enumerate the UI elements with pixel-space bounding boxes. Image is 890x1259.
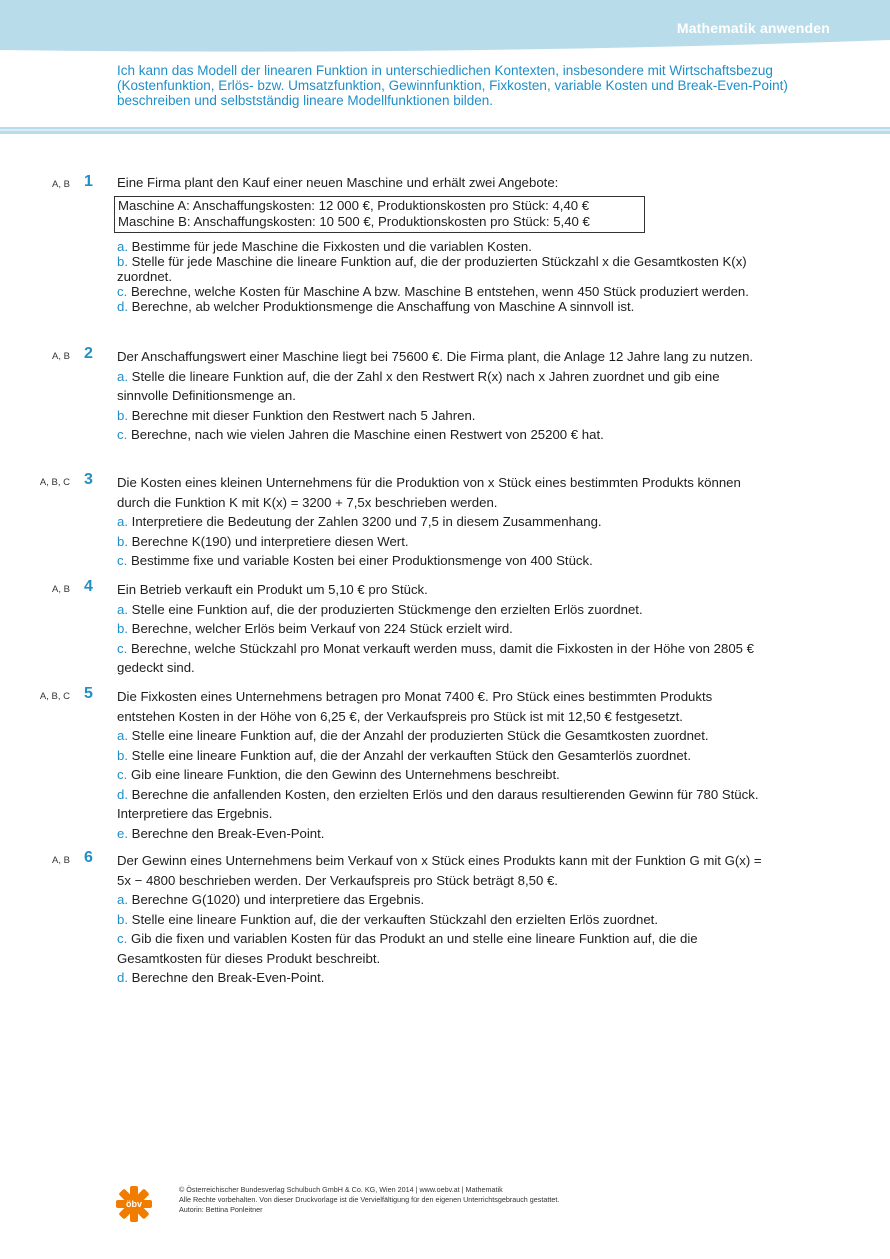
task-text: Der Gewinn eines Unternehmens beim Verkauf von x Stück eines Produkts kann mit der Funktion G mit G(x) = 5x − 4800 beschrieben werden. Der Verkaufspreis pro Stück beträgt 8,50 €. [117,853,762,888]
subtask [117,425,767,445]
footer-copyright [179,1185,559,1215]
subtask [117,551,767,571]
subtask [117,910,767,930]
task-levels: A, B [52,351,70,362]
section-divider [0,124,890,138]
footer-line: Alle Rechte vorbehalten. Von dieser Druckvorlage ist die Vervielfältigung für den eigenen Unterrichtsgebrauch gestattet. [179,1195,560,1204]
oebv-logo-icon [116,1186,152,1222]
subtask-text: Berechne mit dieser Funktion den Restwert nach 5 Jahren. [131,407,476,423]
task-levels: A, B, C [39,477,70,488]
subtask [117,239,767,254]
subtask [117,929,767,968]
subtask-letter: e. [117,825,128,841]
task-text: Die Kosten eines kleinen Unternehmens für die Produktion von x Stück eines bestimmten Produkts können durch die Funktion K mit K(x) = 3200 + 7,5x beschrieben werden. [117,475,741,510]
subtask-text: Bestimme für jede Maschine die Fixkosten und die variablen Kosten. [131,239,532,254]
subtask-text: Gib die fixen und variablen Kosten für das Produkt an und stelle eine lineare Funktion auf, die die Gesamtkosten für dieses Produkt beschreibt. [117,931,698,966]
task-levels: A, B, C [39,691,70,702]
subtask-letter: c. [117,427,128,442]
subtask-letter: b. [117,407,128,423]
subtask-letter: b. [117,533,128,549]
subtask-letter: d. [117,299,128,314]
subtask [117,824,767,844]
subtask-letter: b. [117,911,128,927]
subtask-text: Stelle die lineare Funktion auf, die der Zahl x den Restwert R(x) nach x Jahren zuordnet und gib eine sinnvolle Definitionsmenge an. [117,368,720,403]
offer-box [114,196,645,233]
subtask-letter: a. [117,601,128,617]
logo-text: öbv [125,1199,143,1209]
task-number: 1 [84,173,93,190]
footer-line: Autorin: Bettina Ponleitner [179,1205,263,1214]
subtask-text: Stelle eine lineare Funktion auf, die der Anzahl der produzierten Stück die Gesamtkosten zuordnet. [131,728,709,743]
subtask-letter: a. [117,239,128,254]
task-number: 6 [84,849,93,866]
subtask-text: Berechne die anfallenden Kosten, den erzielten Erlös und den daraus resultierenden Gewinn für 780 Stück. Interpretiere das Ergebnis. [117,786,759,821]
subtask-letter: b. [117,254,128,269]
subtask-text: Gib eine lineare Funktion, die den Gewinn des Unternehmens beschreibt. [130,767,560,782]
subtask [117,367,767,406]
subtask [117,254,767,284]
subtask-text: Berechne K(190) und interpretiere diesen Wert. [131,533,409,549]
subtask [117,532,767,552]
subtask-letter: a. [117,728,128,743]
subtask-text: Berechne, welcher Erlös beim Verkauf von 224 Stück erzielt wird. [131,621,513,636]
subtask-letter: c. [117,284,128,299]
subtask-text: Interpretiere die Bedeutung der Zahlen 3200 und 7,5 in diesem Zusammenhang. [131,514,602,529]
task-number: 2 [84,345,93,362]
subtask-text: Stelle für jede Maschine die lineare Funktion auf, die der produzierten Stückzahl x die Gesamtkosten K(x) zuordnet. [117,254,747,284]
subtask-letter: a. [117,892,128,907]
subtask-letter: a. [117,368,128,384]
subtask [117,890,767,910]
offer-line: Maschine A: Anschaffungskosten: 12 000 €, Produktionskosten pro Stück: 4,40 € [118,198,590,213]
subtask-text: Berechne, welche Kosten für Maschine A bzw. Maschine B entstehen, wenn 450 Stück produziert werden. [130,284,749,299]
subtask-letter: b. [117,747,128,763]
subtask-text: Berechne, welche Stückzahl pro Monat verkauft werden muss, damit die Fixkosten in der Höhe von 2805 € gedeckt sind. [117,640,755,675]
subtask-letter: d. [117,970,128,985]
subtask [117,284,767,299]
subtask-text: Bestimme fixe und variable Kosten bei einer Produktionsmenge von 400 Stück. [130,553,593,568]
subtask [117,406,767,426]
subtask-letter: a. [117,514,128,529]
subtask-text: Stelle eine lineare Funktion auf, die der verkauften Stückzahl den erzielten Erlös zuordnet. [131,911,659,927]
subtask [117,600,767,620]
subtask-text: Berechne, nach wie vielen Jahren die Maschine einen Restwert von 25200 € hat. [130,427,604,442]
task-levels: A, B [52,179,70,190]
subtask [117,726,767,746]
task-levels: A, B [52,855,70,866]
subtask-letter: c. [117,640,128,656]
task-text: Der Anschaffungswert einer Maschine liegt bei 75600 €. Die Firma plant, die Anlage 12 Jahre lang zu nutzen. [117,349,754,364]
task-text: Eine Firma plant den Kauf einer neuen Maschine und erhält zwei Angebote: [117,175,559,190]
subtask [117,785,767,824]
task-text: Die Fixkosten eines Unternehmens betragen pro Monat 7400 €. Pro Stück eines bestimmten Produkts entstehen Kosten in der Höhe von 6,25 €, der Verkaufspreis pro Stück ist mit 12,50 € festgesetzt. [117,689,713,724]
subtask-letter: c. [117,553,128,568]
header-band [0,0,890,56]
subtask-text: Stelle eine lineare Funktion auf, die der Anzahl der verkauften Stück den Gesamterlös zuordnet. [131,747,692,763]
subtask [117,746,767,766]
subtask-letter: c. [117,767,128,782]
learning-goal: Ich kann das Modell der linearen Funktion in unterschiedlichen Kontexten, insbesondere mit Wirtschaftsbezug (Kostenfunktion, Erlös- bzw. Umsatzfunktion, Gewinnfunktion, Fixkosten, variable Kosten und Break-Even-Point) beschreiben und selbstständig lineare Modellfunktionen bilden. [117,63,788,108]
subtask [117,512,767,532]
footer-line: © Österreichischer Bundesverlag Schulbuch GmbH & Co. KG, Wien 2014 | www.oebv.at | Mathematik [179,1185,503,1194]
subtask-text: Berechne den Break-Even-Point. [131,970,325,985]
task-number: 5 [84,685,93,702]
subtask-letter: c. [117,931,128,946]
subtask [117,619,767,639]
subtask [117,299,767,314]
offer-line: Maschine B: Anschaffungskosten: 10 500 €, Produktionskosten pro Stück: 5,40 € [118,214,590,229]
subtask-letter: b. [117,621,128,636]
subtask [117,765,767,785]
subtask-text: Berechne, ab welcher Produktionsmenge die Anschaffung von Maschine A sinnvoll ist. [131,299,635,314]
subtask-letter: d. [117,786,128,802]
subtask-text: Berechne G(1020) und interpretiere das Ergebnis. [131,892,425,907]
subtask [117,639,767,678]
task-number: 4 [84,578,93,595]
task-number: 3 [84,471,93,488]
subtask-text: Berechne den Break-Even-Point. [131,825,325,841]
subtask-text: Stelle eine Funktion auf, die der produzierten Stückmenge den erzielten Erlös zuordnet. [131,601,643,617]
task-text: Ein Betrieb verkauft ein Produkt um 5,10 € pro Stück. [117,582,428,597]
task-levels: A, B [52,584,70,595]
subtask [117,968,767,988]
header-title: Mathematik anwenden [676,20,830,36]
